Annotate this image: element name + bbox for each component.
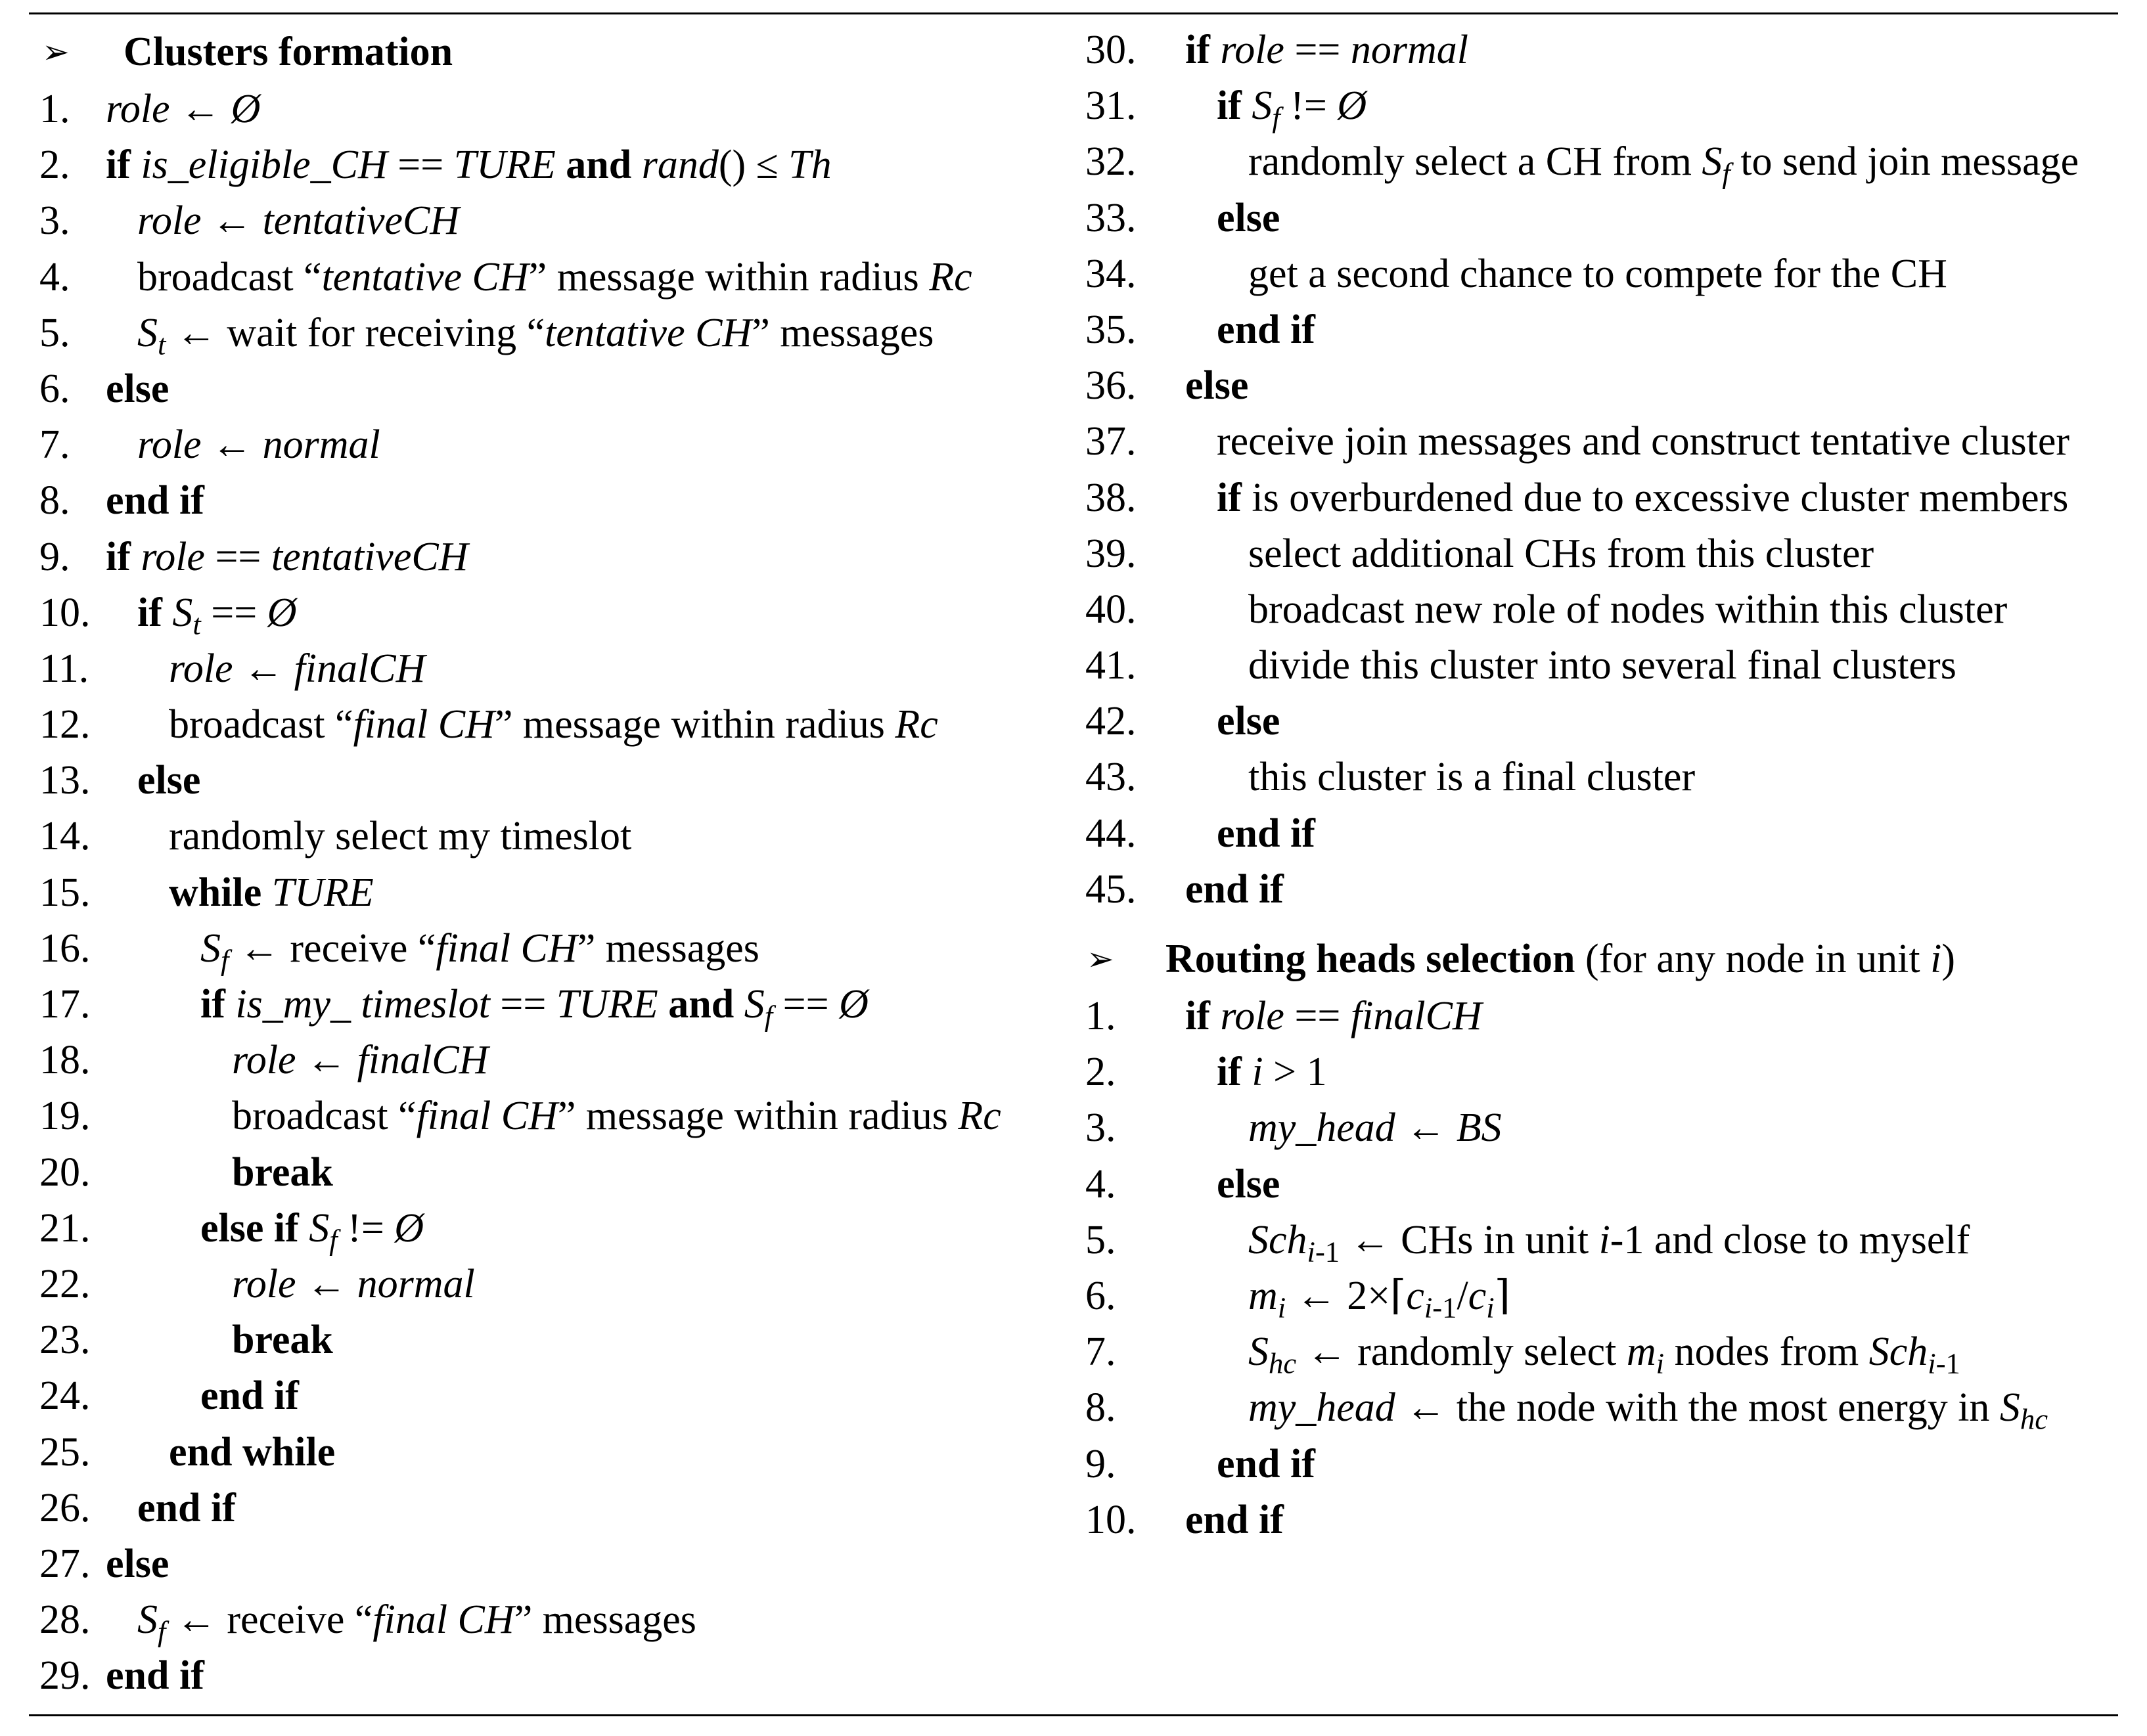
line-text: role ← normal — [232, 1261, 475, 1306]
line-number: 32. — [1085, 139, 1137, 185]
line-text: $S_{hc}$ ← randomly select $m_i$ nodes from Sch$_{i-1}$ — [1248, 1329, 1960, 1380]
line-number: 16. — [39, 925, 91, 971]
left-column — [30, 22, 1068, 1704]
line-number: 15. — [39, 870, 91, 915]
line-text: my_head ← the node with the most energy in $S_{hc}$ — [1248, 1385, 2048, 1436]
line-number: 2. — [1085, 1050, 1116, 1095]
algorithm-line — [30, 809, 1068, 864]
line-number: 30. — [1085, 28, 1137, 72]
bottom-rule — [29, 1714, 2118, 1716]
line-number: 6. — [1085, 1273, 1116, 1318]
line-number: 19. — [39, 1094, 91, 1139]
algorithm-line — [30, 585, 1068, 641]
line-text: broadcast “final CH” message within radius Rc — [232, 1094, 1001, 1139]
algorithm-line — [1083, 134, 2121, 190]
line-number: 24. — [39, 1373, 91, 1419]
algorithm-line — [1083, 1436, 2121, 1492]
line-number: 18. — [39, 1038, 91, 1083]
line-number: 8. — [1085, 1385, 1116, 1431]
line-text: end if — [1217, 811, 1315, 856]
line-text: end if — [1185, 866, 1284, 912]
line-text: get a second chance to compete for the CH — [1248, 251, 1947, 296]
algorithm-line — [1083, 749, 2121, 805]
algorithm-line — [30, 865, 1068, 921]
line-number: 11. — [39, 646, 89, 691]
line-text: role ← tentativeCH — [137, 198, 460, 244]
line-text: $S_f$ ← receive “final CH” messages — [137, 1597, 696, 1648]
algorithm-line — [1083, 582, 2121, 638]
algorithm-lines-routing — [1083, 989, 2121, 1548]
section-title-routing — [1165, 929, 1955, 989]
line-text: else — [1217, 1161, 1280, 1207]
line-number: 5. — [39, 310, 70, 355]
line-text: Sch$_{i-1}$ ← CHs in unit i-1 and close to myself — [1248, 1217, 1970, 1268]
algorithm-line — [30, 81, 1068, 137]
line-text: if $S_t$ == Ø — [137, 590, 297, 641]
algorithm-line — [1083, 526, 2121, 582]
line-text: end if — [200, 1373, 299, 1419]
line-number: 10. — [39, 590, 91, 635]
line-text: else if $S_f$ != Ø — [200, 1205, 424, 1257]
line-text: end if — [1185, 1497, 1284, 1542]
line-number: 27. — [39, 1541, 91, 1586]
line-number: 31. — [1085, 83, 1137, 129]
line-number: 1. — [1085, 994, 1116, 1038]
line-text: else — [106, 1541, 170, 1586]
line-number: 2. — [39, 143, 70, 188]
line-text: role ← Ø — [106, 87, 261, 131]
algorithm-line — [30, 1648, 1068, 1704]
section-title: Clusters formation — [124, 30, 453, 74]
line-text: divide this cluster into several final clusters — [1248, 643, 1956, 688]
line-text: else — [1185, 363, 1249, 409]
algorithm-line — [1083, 414, 2121, 470]
algorithm-line — [1083, 246, 2121, 302]
line-text: end if — [1217, 307, 1315, 352]
line-text: end while — [169, 1429, 336, 1475]
line-text: if $S_f$ != Ø — [1217, 83, 1367, 134]
algorithm-line — [1083, 1380, 2121, 1436]
line-number: 42. — [1085, 699, 1137, 744]
algorithm-line — [1083, 806, 2121, 862]
top-rule — [29, 12, 2118, 14]
line-number: 41. — [1085, 643, 1137, 688]
algorithm-line — [1083, 1100, 2121, 1156]
line-text: break — [232, 1149, 333, 1195]
line-number: 4. — [39, 254, 70, 300]
line-number: 1. — [39, 87, 70, 131]
line-number: 3. — [39, 198, 70, 244]
algorithm-line — [30, 1480, 1068, 1536]
line-number: 9. — [1085, 1441, 1116, 1486]
line-text: receive join messages and construct tentative cluster — [1217, 419, 2070, 464]
arrow-bullet-icon: ➢ — [42, 33, 70, 71]
line-number: 20. — [39, 1149, 91, 1195]
line-text: end if — [106, 478, 204, 523]
section-subtitle: (for any node in unit i) — [1575, 937, 1956, 981]
algorithm-line — [30, 1425, 1068, 1480]
algorithm-line — [30, 921, 1068, 977]
algorithm-line — [30, 473, 1068, 529]
algorithm-line — [30, 361, 1068, 417]
algorithm-line — [30, 137, 1068, 193]
line-number: 9. — [39, 534, 70, 579]
line-text: this cluster is a final cluster — [1248, 755, 1696, 800]
line-number: 4. — [1085, 1161, 1116, 1207]
line-text: end if — [137, 1485, 236, 1530]
algorithm-line — [1083, 78, 2121, 134]
algorithm-line — [1083, 1268, 2121, 1324]
algorithm-line — [30, 417, 1068, 473]
line-text: if i > 1 — [1217, 1050, 1327, 1095]
line-text: else — [1217, 195, 1280, 240]
section-heading-routing — [1083, 929, 2121, 989]
algorithm-line — [30, 1368, 1068, 1424]
line-text: $m_i$ ← $2\times⌈c_{i-1}/c_i⌉$ — [1248, 1273, 1510, 1324]
line-text: while TURE — [169, 870, 374, 915]
algorithm-line — [1083, 302, 2121, 358]
algorithm-lines-clusters — [30, 81, 1068, 1704]
line-text: if is_my_ timeslot == TURE and $S_f$ == Ø — [200, 982, 869, 1033]
line-text: if is_eligible_CH == TURE and rand() ≤ Th — [106, 143, 832, 188]
line-number: 22. — [39, 1261, 91, 1306]
algorithm-line — [30, 1312, 1068, 1368]
algorithm-line — [1083, 989, 2121, 1044]
line-number: 39. — [1085, 531, 1137, 576]
algorithm-line — [30, 1145, 1068, 1201]
line-number: 34. — [1085, 251, 1137, 296]
line-text: end if — [106, 1653, 204, 1699]
algorithm-line — [1083, 190, 2121, 246]
algorithm-line — [30, 753, 1068, 809]
algorithm-line — [30, 1257, 1068, 1312]
algorithm-line — [1083, 862, 2121, 918]
line-text: select additional CHs from this cluster — [1248, 531, 1874, 576]
line-text: if is overburdened due to excessive cluster members — [1217, 475, 2069, 520]
algorithm-line — [30, 305, 1068, 361]
line-number: 28. — [39, 1597, 91, 1643]
line-number: 17. — [39, 982, 91, 1027]
line-text: else — [137, 758, 201, 803]
line-text: my_head ← BS — [1248, 1105, 1502, 1151]
line-number: 33. — [1085, 195, 1137, 240]
line-text: $S_t$ ← wait for receiving “tentative CH” messages — [137, 310, 934, 361]
line-text: break — [232, 1318, 333, 1363]
line-number: 23. — [39, 1318, 91, 1363]
line-number: 44. — [1085, 811, 1137, 856]
line-text: if role == finalCH — [1185, 994, 1482, 1038]
algorithm-line — [30, 529, 1068, 585]
algorithm-line — [1083, 1157, 2121, 1213]
line-number: 37. — [1085, 419, 1137, 464]
arrow-bullet-icon: ➢ — [1087, 940, 1114, 978]
line-text: randomly select my timeslot — [169, 814, 632, 859]
line-number: 36. — [1085, 363, 1137, 409]
line-text: end if — [1217, 1441, 1315, 1486]
line-text: $S_f$ ← receive “final CH” messages — [200, 925, 759, 977]
algorithm-line — [1083, 358, 2121, 414]
algorithm-line — [1083, 1213, 2121, 1268]
right-column — [1083, 22, 2121, 1548]
line-text: broadcast “tentative CH” message within radius Rc — [137, 254, 972, 300]
algorithm-line — [1083, 1324, 2121, 1380]
algorithm-line — [1083, 638, 2121, 694]
line-number: 3. — [1085, 1105, 1116, 1151]
line-number: 25. — [39, 1429, 91, 1475]
line-text: else — [1217, 699, 1280, 744]
algorithm-line — [30, 641, 1068, 697]
line-text: broadcast “final CH” message within radius Rc — [169, 702, 938, 747]
algorithm-line — [30, 1536, 1068, 1592]
line-number: 38. — [1085, 475, 1137, 520]
line-number: 7. — [39, 422, 70, 468]
line-number: 6. — [39, 366, 70, 411]
line-number: 10. — [1085, 1497, 1137, 1542]
algorithm-line — [30, 1088, 1068, 1144]
line-number: 13. — [39, 758, 91, 803]
algorithm-line — [1083, 1044, 2121, 1100]
line-text: else — [106, 366, 170, 411]
line-number: 5. — [1085, 1217, 1116, 1262]
line-text: role ← normal — [137, 422, 380, 468]
line-number: 29. — [39, 1653, 91, 1699]
line-number: 8. — [39, 478, 70, 523]
line-text: broadcast new role of nodes within this cluster — [1248, 587, 2008, 632]
line-number: 21. — [39, 1205, 91, 1251]
line-text: randomly select a CH from $S_f$ to send join message — [1248, 139, 2079, 190]
line-text: role ← finalCH — [169, 646, 426, 691]
algorithm-line — [1083, 22, 2121, 78]
algorithm-line — [30, 1033, 1068, 1088]
algorithm-lines-clusters-continued — [1083, 22, 2121, 918]
section-title: Routing heads selection — [1165, 937, 1575, 981]
algorithm-line — [30, 250, 1068, 305]
section-heading-clusters — [30, 22, 1068, 81]
algorithm-line — [30, 1201, 1068, 1257]
line-number: 40. — [1085, 587, 1137, 632]
line-number: 26. — [39, 1485, 91, 1530]
algorithm-line — [30, 697, 1068, 753]
line-text: if role == tentativeCH — [106, 534, 468, 579]
line-number: 7. — [1085, 1329, 1116, 1375]
line-number: 35. — [1085, 307, 1137, 352]
line-number: 12. — [39, 702, 91, 747]
algorithm-line — [1083, 694, 2121, 749]
line-text: if role == normal — [1185, 28, 1469, 72]
line-text: role ← finalCH — [232, 1038, 489, 1083]
algorithm-line — [30, 193, 1068, 249]
algorithm-line — [30, 1592, 1068, 1648]
algorithm-line — [30, 977, 1068, 1033]
algorithm-line — [1083, 470, 2121, 526]
algorithm-line — [1083, 1492, 2121, 1548]
line-number: 43. — [1085, 755, 1137, 800]
line-number: 45. — [1085, 866, 1137, 912]
line-number: 14. — [39, 814, 91, 859]
